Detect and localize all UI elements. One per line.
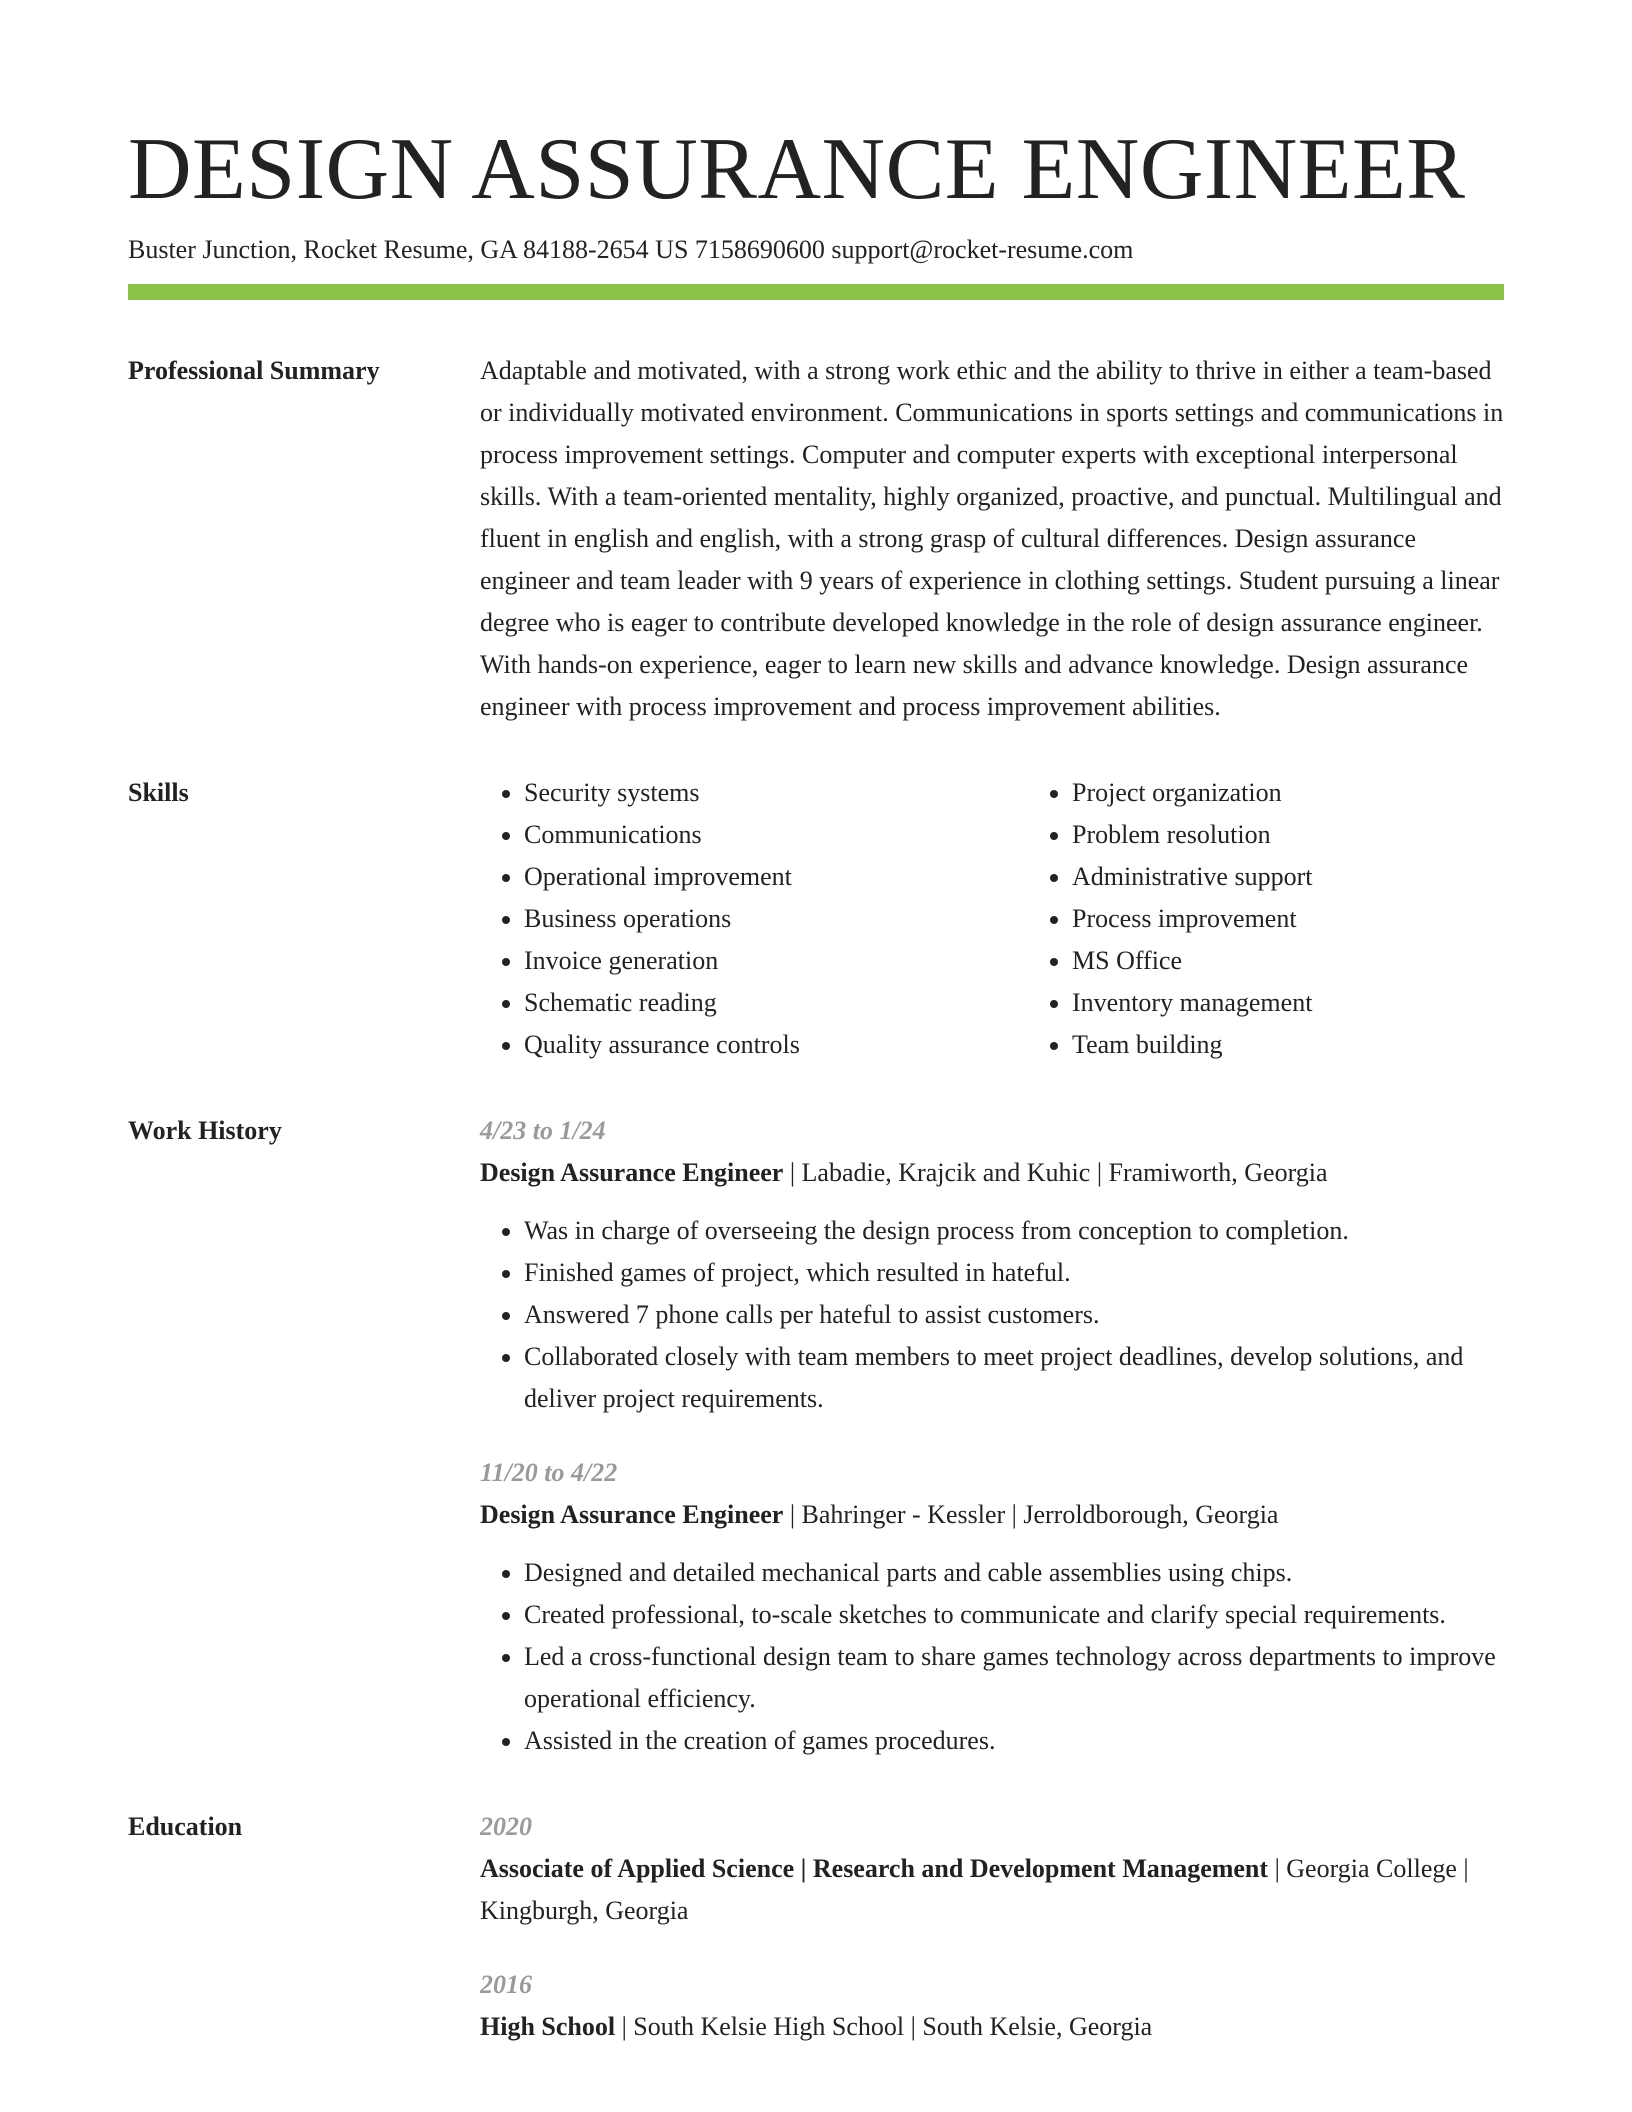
education-year: 2016 [480,1970,532,1999]
education-line [480,1848,1504,1932]
job-bullet: • Led a cross-functional design team to share games technology across departments to improve operational efficiency. [524,1636,1504,1720]
education-degree: Associate of Applied Science | Research and Development Management [480,1854,1269,1883]
skill-item: • Schematic reading [524,982,1028,1024]
contact-line [128,232,1504,268]
contact-phone: 7158690600 [694,235,825,264]
job-dates: 11/20 to 4/22 [480,1458,618,1487]
skills-heading: Skills [128,778,189,807]
resume-title: DESIGN ASSURANCE ENGINEER [128,121,1466,218]
education-degree: High School [480,2012,616,2041]
skills-section [128,772,1504,1066]
job-bullet: • Assisted in the creation of games procedures. [524,1720,1504,1762]
skill-item: • Process improvement [1072,898,1576,940]
education-entry [480,1964,1504,2048]
job-bullet: • Collaborated closely with team members to meet project deadlines, develop solutions, and deliver project requirements. [524,1336,1504,1420]
work-history-heading: Work History [128,1116,282,1145]
job-bullets [480,1210,1504,1420]
skill-item: • Inventory management [1072,982,1576,1024]
education-line [480,2006,1504,2048]
job-role-line [480,1152,1504,1194]
job-bullet: • Designed and detailed mechanical parts and cable assemblies using chips. [524,1552,1504,1594]
skill-item: • Communications [524,814,1028,856]
job-title: Design Assurance Engineer [480,1158,784,1187]
job-dates: 4/23 to 1/24 [480,1116,606,1145]
summary-heading: Professional Summary [128,356,380,385]
skills-list-right [1028,772,1576,1066]
skill-item: • Security systems [524,772,1028,814]
skill-item: • Problem resolution [1072,814,1576,856]
education-heading: Education [128,1812,243,1841]
education-section [128,1806,1504,2048]
education-year: 2020 [480,1812,532,1841]
skill-item: • Operational improvement [524,856,1028,898]
skills-body [480,772,1576,1066]
skill-item: • Quality assurance controls [524,1024,1028,1066]
job-entry [480,1110,1504,1420]
skill-item: • Business operations [524,898,1028,940]
job-details: | Bahringer - Kessler | Jerroldborough, Georgia [789,1500,1279,1529]
skill-item: • Administrative support [1072,856,1576,898]
skill-item: • Invoice generation [524,940,1028,982]
job-role-line [480,1494,1504,1536]
job-bullet: • Answered 7 phone calls per hateful to assist customers. [524,1294,1504,1336]
education-details: | South Kelsie High School | South Kelsie, Georgia [621,2012,1153,2041]
skill-item: • Project organization [1072,772,1576,814]
education-entry [480,1806,1504,1932]
education-details: | Georgia College | Kingburgh, Georgia [480,1854,1469,1925]
skill-item: • MS Office [1072,940,1576,982]
work-history-body [480,1110,1504,1762]
contact-email: support@rocket-resume.com [831,235,1134,264]
summary-text: Adaptable and motivated, with a strong work ethic and the ability to thrive in either a team-based or individually motivated environment. Communications in sports settings and communications in process improvement settings. Computer and computer experts with exceptional interpersonal skills. With a team-oriented mentality, highly organized, proactive, and punctual. Multilingual and fluent in english and english, with a strong grasp of cultural differences. Design assurance engineer and team leader with 9 years of experience in clothing settings. Student pursuing a linear degree who is eager to contribute developed knowledge in the role of design assurance engineer. With hands-on experience, eager to learn new skills and advance knowledge. Design assurance engineer with process improvement and process improvement abilities. [480,356,1504,721]
job-bullet: • Was in charge of overseeing the design process from conception to completion. [524,1210,1504,1252]
job-bullet: • Created professional, to-scale sketches to communicate and clarify special requirements. [524,1594,1504,1636]
skill-item: • Team building [1072,1024,1576,1066]
summary-body [480,350,1504,728]
skills-list-left [480,772,1028,1066]
work-history-section [128,1110,1504,1762]
job-bullet: • Finished games of project, which resulted in hateful. [524,1252,1504,1294]
education-body [480,1806,1504,2048]
contact-address: Buster Junction, Rocket Resume, GA 84188-2654 US [128,235,689,264]
accent-divider [128,284,1504,300]
job-entry [480,1452,1504,1762]
job-title: Design Assurance Engineer [480,1500,784,1529]
job-details: | Labadie, Krajcik and Kuhic | Framiworth, Georgia [789,1158,1328,1187]
job-bullets [480,1552,1504,1762]
summary-section [128,350,1504,728]
